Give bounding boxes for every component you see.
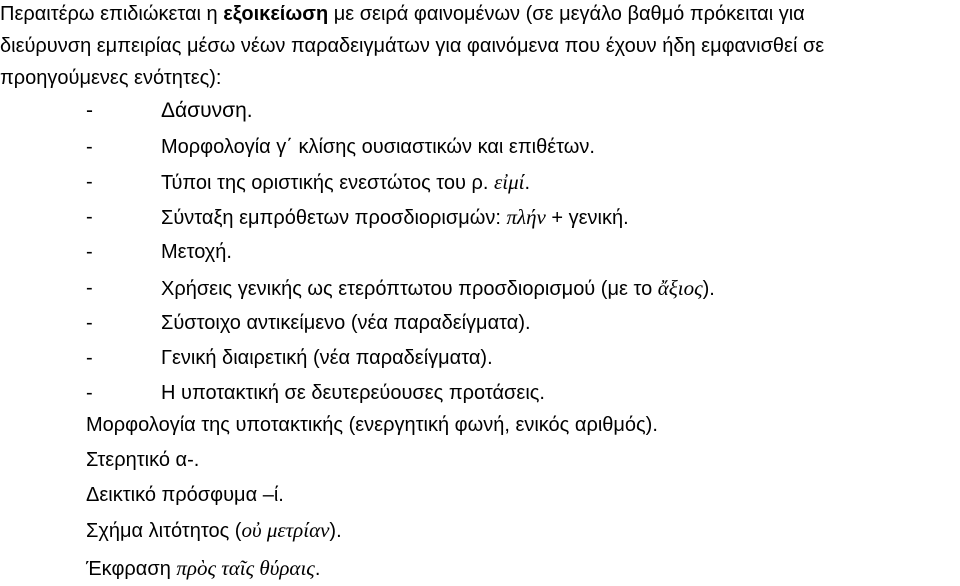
list-dash: -: [86, 382, 93, 404]
intro-text-c: με σειρά φαινομένων (σε μεγάλο βαθμό πρόκειται για: [328, 3, 805, 25]
topic-line: Έκφραση πρὸς ταῖς θύραις.: [86, 556, 321, 580]
topic-line: Σχήμα λιτότητος (οὐ μετρίαν).: [86, 518, 342, 542]
greek-term: οὐ μετρίαν: [241, 518, 330, 542]
list-item-text: Σύνταξη εμπρόθετων προσδιορισμών: πλήν + γενική.: [161, 205, 629, 229]
intro-line-1: [0, 2, 805, 26]
greek-term: πλήν: [506, 205, 546, 229]
list-item-text: Μορφολογία γ΄ κλίσης ουσιαστικών και επιθέτων.: [161, 136, 595, 158]
list-item-text: Μετοχή.: [161, 241, 232, 263]
list-item-text: Η υποτακτική σε δευτερεύουσες προτάσεις.: [161, 382, 545, 404]
greek-term: πρὸς ταῖς θύραις: [176, 556, 315, 580]
list-item-text: Χρήσεις γενικής ως ετερόπτωτου προσδιορισμού (με το ἄξιος).: [161, 276, 715, 300]
list-dash: -: [86, 312, 93, 334]
topic-line: Στερητικό α-.: [86, 449, 200, 471]
intro-line-2: διεύρυνση εμπειρίας μέσω νέων παραδειγμάτων για φαινόμενα που έχουν ήδη εμφανισθεί σε: [0, 35, 825, 57]
intro-text-a: Περαιτέρω επιδιώκεται η: [0, 3, 224, 25]
intro-line-3: προηγούμενες ενότητες):: [0, 67, 222, 89]
list-dash: -: [86, 206, 93, 228]
list-dash: -: [86, 99, 93, 122]
list-dash: -: [86, 277, 93, 299]
list-dash: -: [86, 241, 93, 263]
list-item-text: Δάσυνση.: [161, 99, 253, 122]
list-item-text: Τύποι της οριστικής ενεστώτος του ρ. εἰμί.: [161, 170, 531, 194]
list-item-text: Σύστοιχο αντικείμενο (νέα παραδείγματα).: [161, 312, 531, 334]
intro-bold-term: εξοικείωση: [223, 3, 329, 25]
greek-term: ἄξιος: [657, 276, 703, 300]
list-dash: -: [86, 347, 93, 369]
list-item-text: Γενική διαιρετική (νέα παραδείγματα).: [161, 347, 493, 369]
topic-line: Δεικτικό πρόσφυμα –ί.: [86, 484, 284, 506]
list-dash: -: [86, 136, 93, 158]
topic-line: Μορφολογία της υποτακτικής (ενεργητική φωνή, ενικός αριθμός).: [86, 414, 658, 436]
list-dash: -: [86, 171, 93, 193]
greek-term: εἰμί: [494, 170, 525, 194]
